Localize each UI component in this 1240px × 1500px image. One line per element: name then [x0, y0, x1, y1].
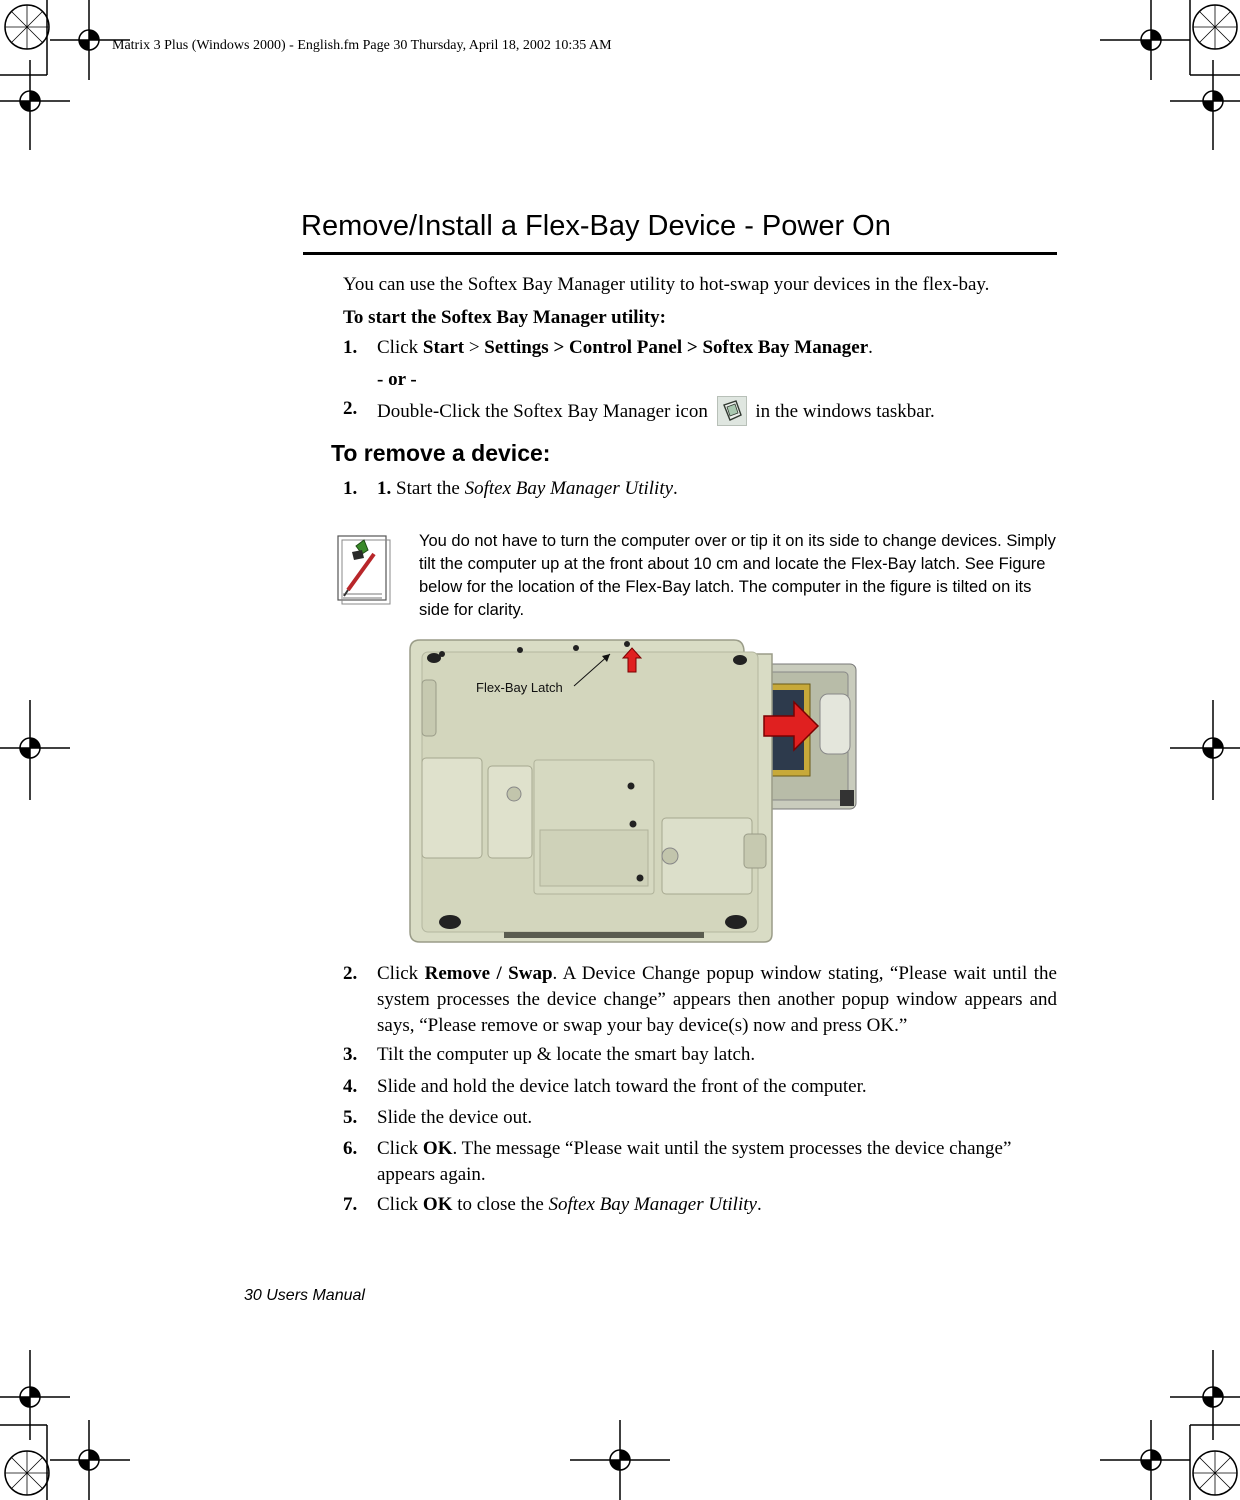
- inline-number: 1.: [377, 478, 392, 499]
- flex-bay-figure: [404, 634, 864, 944]
- or-separator: - or -: [377, 369, 417, 390]
- step-text-end: .: [673, 478, 678, 499]
- step-text: Tilt the computer up & locate the smart bay latch.: [377, 1044, 756, 1065]
- note-text: You do not have to turn the computer over or tip it on its side to change devices. Simply tilt the computer up at the front about 10 cm and locate the Flex-Bay latch. See Figure below for the location of the Flex-Bay latch. The computer in the figure is tilted on its side for clarity.: [419, 532, 1056, 619]
- menu-path-label: Settings > Control Panel > Softex Bay Manager: [484, 337, 869, 358]
- step-text: Slide and hold the device latch toward the front of the computer.: [377, 1076, 867, 1097]
- utility-name: Softex Bay Manager Utility: [464, 478, 674, 499]
- utility-name: Softex Bay Manager Utility: [548, 1194, 757, 1215]
- flex-bay-latch-label: Flex-Bay Latch: [476, 680, 563, 695]
- softex-bay-manager-icon: [717, 396, 747, 426]
- title-rule: [303, 252, 1057, 255]
- start-menu-label: Start: [422, 337, 465, 358]
- remove-step-5: [0, 1105, 1240, 1135]
- step-text: Double-Click the Softex Bay Manager icon: [377, 401, 708, 422]
- page-title: Remove/Install a Flex-Bay Device - Power On: [301, 210, 891, 242]
- step-separator: >: [464, 337, 485, 358]
- step-text-end: .: [868, 337, 873, 358]
- step-number: 6.: [343, 1138, 358, 1159]
- remove-step-7: [0, 1192, 1240, 1222]
- intro-paragraph: You can use the Softex Bay Manager utility to hot-swap your devices in the flex-bay.: [343, 274, 990, 295]
- step-text-end: . The message “Please wait until the system processes the device change” appears again.: [377, 1138, 1012, 1185]
- step-number: 1.: [343, 337, 358, 358]
- remove-step-6: [0, 1136, 1240, 1192]
- remove-step-1: [0, 476, 1240, 506]
- step-text-end: in the windows taskbar.: [750, 401, 935, 422]
- page-footer: 30 Users Manual: [244, 1287, 365, 1304]
- step-number: 1.: [343, 478, 358, 499]
- start-heading: To start the Softex Bay Manager utility:: [343, 307, 666, 328]
- start-step-1: [0, 335, 1240, 365]
- note-pencil-icon: [334, 532, 392, 606]
- remove-step-3: [0, 1042, 1240, 1072]
- step-text: to close the: [452, 1194, 549, 1215]
- step-number: 5.: [343, 1107, 358, 1128]
- step-number: 7.: [343, 1194, 358, 1215]
- step-text-end: . A Device Change popup window stating, “Please wait until the system processes the device change” appears then another popup window appears and says, “Please remove or swap your bay device(s) now and press OK.”: [377, 963, 1057, 1036]
- ok-label: OK: [422, 1138, 453, 1159]
- step-number: 4.: [343, 1076, 358, 1097]
- step-number: 3.: [343, 1044, 358, 1065]
- step-text: Start the: [391, 478, 465, 499]
- step-text: Click: [377, 337, 423, 358]
- remove-step-2: [0, 961, 1240, 1045]
- step-number: 2.: [343, 398, 358, 419]
- step-text: Click: [377, 963, 425, 984]
- step-text-end: .: [756, 1194, 762, 1215]
- start-step-2: [0, 396, 1240, 426]
- remove-swap-label: Remove / Swap: [424, 963, 553, 984]
- remove-step-4: [0, 1074, 1240, 1104]
- step-text: Slide the device out.: [377, 1107, 533, 1128]
- step-text: Click: [377, 1194, 423, 1215]
- step-number: 2.: [343, 963, 358, 984]
- print-header: Matrix 3 Plus (Windows 2000) - English.fm Page 30 Thursday, April 18, 2002 10:35 AM: [112, 38, 612, 53]
- remove-heading: To remove a device:: [331, 440, 551, 466]
- step-text: Click: [377, 1138, 423, 1159]
- ok-label: OK: [422, 1194, 453, 1215]
